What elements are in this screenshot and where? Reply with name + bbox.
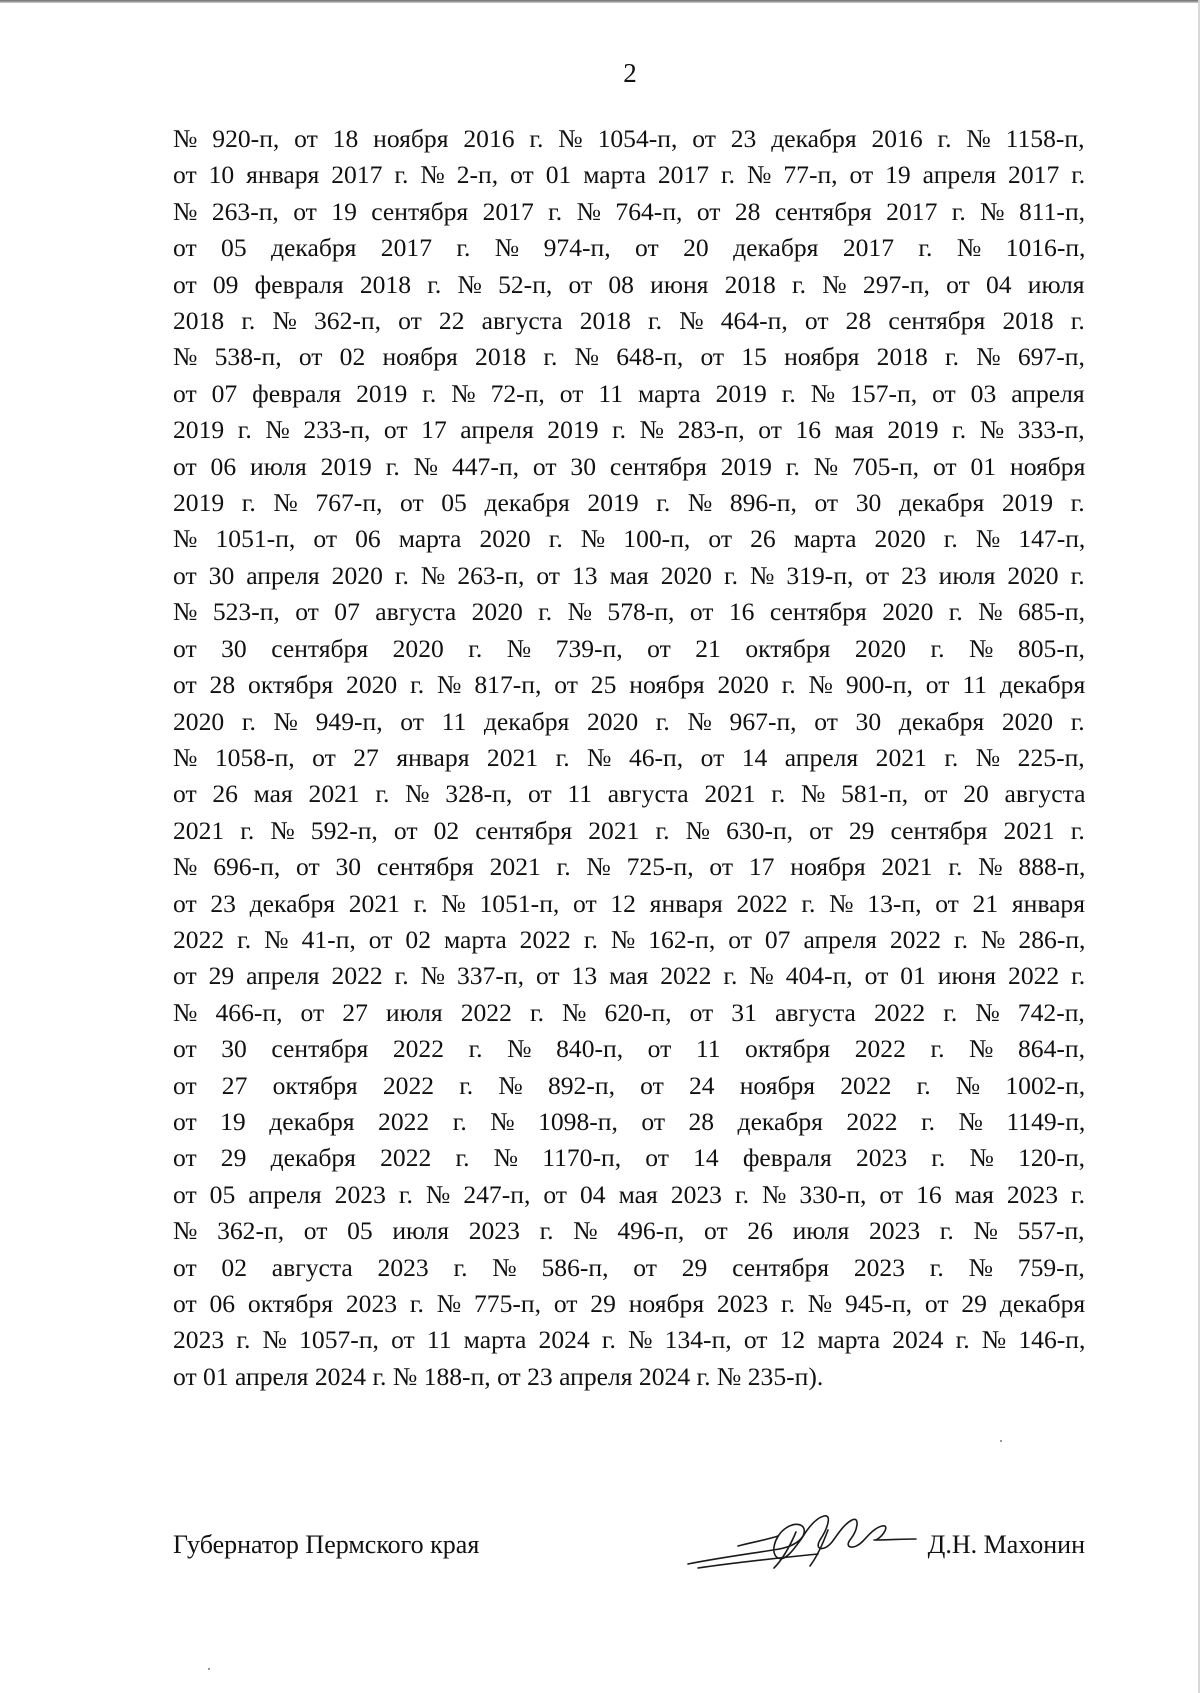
body-line: от 02 августа 2023 г. № 586-п, от 29 сентября 2023 г. № 759-п,	[173, 1252, 1085, 1282]
document-body	[173, 121, 1085, 1395]
body-line: № 920-п, от 18 ноября 2016 г. № 1054-п, от 23 декабря 2016 г. № 1158-п,	[173, 124, 1085, 153]
body-line: от 07 февраля 2019 г. № 72-п, от 11 марта 2019 г. № 157-п, от 03 апреля	[173, 378, 1085, 408]
body-line: от 05 апреля 2023 г. № 247-п, от 04 мая 2023 г. № 330-п, от 16 мая 2023 г.	[173, 1179, 1086, 1209]
body-line: № 362-п, от 05 июля 2023 г. № 496-п, от 26 июля 2023 г. № 557-п,	[173, 1216, 1085, 1246]
handwritten-signature	[678, 1506, 918, 1576]
body-line: от 29 апреля 2022 г. № 337-п, от 13 мая 2022 г. № 404-п, от 01 июня 2022 г.	[173, 961, 1086, 991]
body-line: от 19 декабря 2022 г. № 1098-п, от 28 декабря 2022 г. № 1149-п,	[173, 1106, 1086, 1136]
scan-speck	[1000, 1440, 1002, 1442]
body-line: от 10 января 2017 г. № 2-п, от 01 марта 2017 г. № 77-п, от 19 апреля 2017 г.	[173, 160, 1086, 190]
body-line: № 696-п, от 30 сентября 2021 г. № 725-п, от 17 ноября 2021 г. № 888-п,	[173, 852, 1086, 882]
body-line: № 1051-п, от 06 марта 2020 г. № 100-п, от 26 марта 2020 г. № 147-п,	[173, 524, 1086, 554]
body-line: 2019 г. № 233-п, от 17 апреля 2019 г. № 283-п, от 16 мая 2019 г. № 333-п,	[173, 415, 1085, 445]
body-line: от 06 октября 2023 г. № 775-п, от 29 ноября 2023 г. № 945-п, от 29 декабря	[173, 1289, 1086, 1318]
page-number: 2	[623, 58, 637, 88]
body-line: от 29 декабря 2022 г. № 1170-п, от 14 февраля 2023 г. № 120-п,	[173, 1143, 1086, 1173]
signature-block	[173, 1520, 1085, 1570]
body-line: № 263-п, от 19 сентября 2017 г. № 764-п, от 28 сентября 2017 г. № 811-п,	[173, 196, 1086, 226]
body-line: № 538-п, от 02 ноября 2018 г. № 648-п, от 15 ноября 2018 г. № 697-п,	[173, 342, 1085, 372]
body-line: 2023 г. № 1057-п, от 11 марта 2024 г. № 134-п, от 12 марта 2024 г. № 146-п,	[173, 1325, 1086, 1355]
scan-speck	[208, 1668, 210, 1670]
body-line: от 26 мая 2021 г. № 328-п, от 11 августа 2021 г. № 581-п, от 20 августа	[173, 779, 1086, 809]
body-line: от 30 апреля 2020 г. № 263-п, от 13 мая 2020 г. № 319-п, от 23 июля 2020 г.	[173, 560, 1085, 590]
body-line: от 09 февраля 2018 г. № 52-п, от 08 июня 2018 г. № 297-п, от 04 июля	[173, 269, 1085, 299]
body-line: от 28 октября 2020 г. № 817-п, от 25 ноября 2020 г. № 900-п, от 11 декабря	[173, 670, 1086, 700]
body-line: 2022 г. № 41-п, от 02 марта 2022 г. № 162-п, от 07 апреля 2022 г. № 286-п,	[173, 924, 1086, 954]
signer-title: Губернатор Пермского края	[173, 1530, 480, 1559]
body-line: от 06 июля 2019 г. № 447-п, от 30 сентября 2019 г. № 705-п, от 01 ноября	[173, 451, 1086, 481]
body-line: 2018 г. № 362-п, от 22 августа 2018 г. № 464-п, от 28 сентября 2018 г.	[173, 306, 1085, 336]
body-line: от 05 декабря 2017 г. № 974-п, от 20 декабря 2017 г. № 1016-п,	[173, 233, 1086, 263]
body-line: 2021 г. № 592-п, от 02 сентября 2021 г. № 630-п, от 29 сентября 2021 г.	[173, 815, 1085, 845]
scan-edge-top	[0, 0, 1200, 3]
body-line: от 30 сентября 2020 г. № 739-п, от 21 октября 2020 г. № 805-п,	[173, 633, 1085, 663]
body-line: 2019 г. № 767-п, от 05 декабря 2019 г. № 896-п, от 30 декабря 2019 г.	[173, 488, 1085, 518]
body-line: № 1058-п, от 27 января 2021 г. № 46-п, от 14 апреля 2021 г. № 225-п,	[173, 742, 1085, 772]
body-line: от 01 апреля 2024 г. № 188-п, от 23 апреля 2024 г. № 235-п).	[173, 1361, 824, 1391]
body-line: № 466-п, от 27 июля 2022 г. № 620-п, от 31 августа 2022 г. № 742-п,	[173, 997, 1085, 1027]
body-line: от 30 сентября 2022 г. № 840-п, от 11 октября 2022 г. № 864-п,	[173, 1034, 1085, 1064]
body-line: от 23 декабря 2021 г. № 1051-п, от 12 января 2022 г. № 13-п, от 21 января	[173, 888, 1086, 918]
body-line: от 27 октября 2022 г. № 892-п, от 24 ноября 2022 г. № 1002-п,	[173, 1070, 1086, 1100]
body-line: 2020 г. № 949-п, от 11 декабря 2020 г. № 967-п, от 30 декабря 2020 г.	[173, 706, 1085, 736]
body-line: № 523-п, от 07 августа 2020 г. № 578-п, от 16 сентября 2020 г. № 685-п,	[173, 597, 1086, 627]
signer-name: Д.Н. Махонин	[927, 1530, 1085, 1559]
